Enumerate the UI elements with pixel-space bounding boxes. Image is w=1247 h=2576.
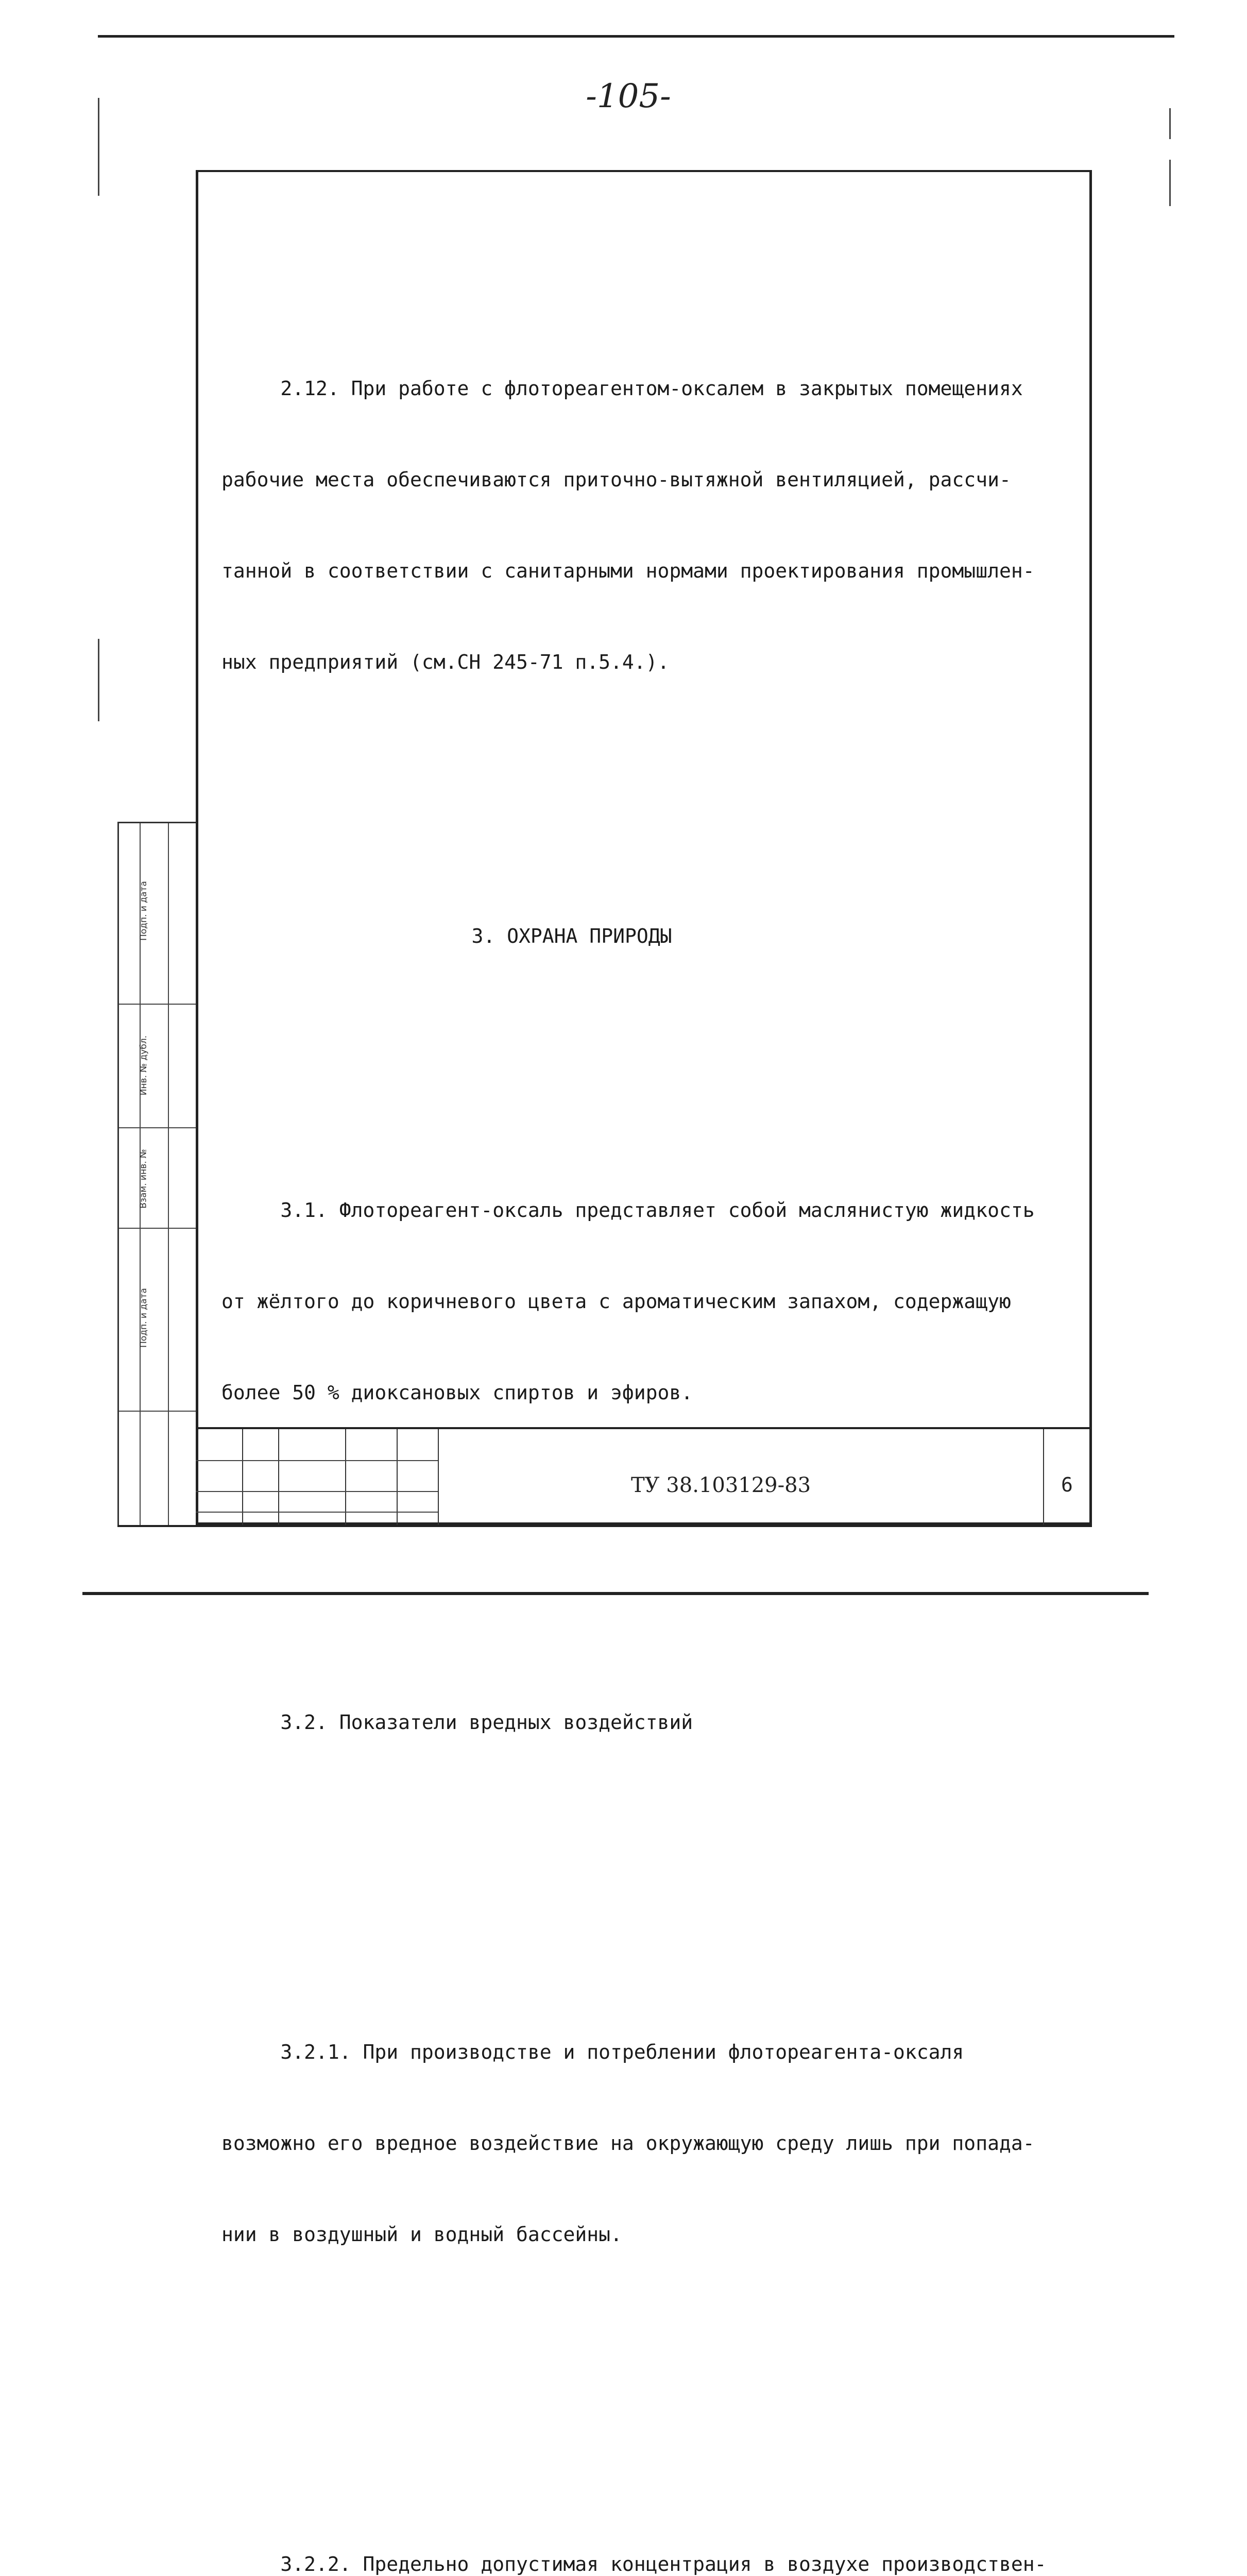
page-number: -105- bbox=[586, 77, 671, 115]
text-line: нии в воздушный и водный бассейны. bbox=[221, 2223, 622, 2246]
side-stamp bbox=[117, 822, 196, 1525]
text-line: 2.12. При работе с флотореагентом-оксалем в закрытых помещениях bbox=[221, 377, 1023, 400]
paragraph-2-12 bbox=[221, 313, 1077, 738]
side-label: Подп. и дата bbox=[138, 881, 149, 941]
text-line: танной в соответствии с санитарными нормами проектирования промышлен- bbox=[221, 560, 1035, 582]
paragraph-3-2-1 bbox=[221, 1976, 1077, 2311]
paragraph-3-1 bbox=[221, 1134, 1077, 1469]
left-margin-mark bbox=[98, 98, 99, 196]
right-margin-mark bbox=[1169, 108, 1171, 139]
side-label: Взам. инв. № bbox=[138, 1149, 149, 1209]
paragraph-3-2-2 bbox=[221, 2488, 1077, 2576]
text-line: 3.2.2. Предельно допустимая концентрация в воздухе производствен- bbox=[221, 2553, 1047, 2575]
text-line: ных предприятий (см.СН 245-71 п.5.4.). bbox=[221, 651, 670, 673]
sheet-number: 6 bbox=[1061, 1473, 1073, 1496]
side-label: Подп. и дата bbox=[138, 1288, 149, 1348]
text-line: рабочие места обеспечиваются приточно-вытяжной вентиляцией, рассчи- bbox=[221, 468, 1011, 491]
document-body bbox=[221, 222, 1077, 2576]
side-label: Инв. № дубл. bbox=[139, 1035, 149, 1096]
text-line: более 50 % диоксановых спиртов и эфиров. bbox=[221, 1381, 693, 1404]
right-margin-mark bbox=[1169, 160, 1171, 206]
paragraph-3-2 bbox=[221, 1647, 1077, 1799]
top-scan-rule bbox=[98, 35, 1174, 38]
text-line: 3.2. Показатели вредных воздействий bbox=[221, 1711, 693, 1734]
text-line: возможно его вредное воздействие на окружающую среду лишь при попада- bbox=[221, 2132, 1035, 2155]
left-margin-mark bbox=[98, 639, 99, 721]
text-line: 3.1. Флотореагент-оксаль представляет собой маслянистую жидкость bbox=[221, 1199, 1035, 1222]
document-code: ТУ 38.103129-83 bbox=[631, 1473, 811, 1497]
text-line: от жёлтого до коричневого цвета с ароматическим запахом, содержащую bbox=[221, 1290, 1011, 1313]
text-line: 3.2.1. При производстве и потреблении флотореагента-оксаля bbox=[221, 2041, 964, 2063]
section-heading: 3. ОХРАНА ПРИРОДЫ bbox=[471, 925, 672, 947]
